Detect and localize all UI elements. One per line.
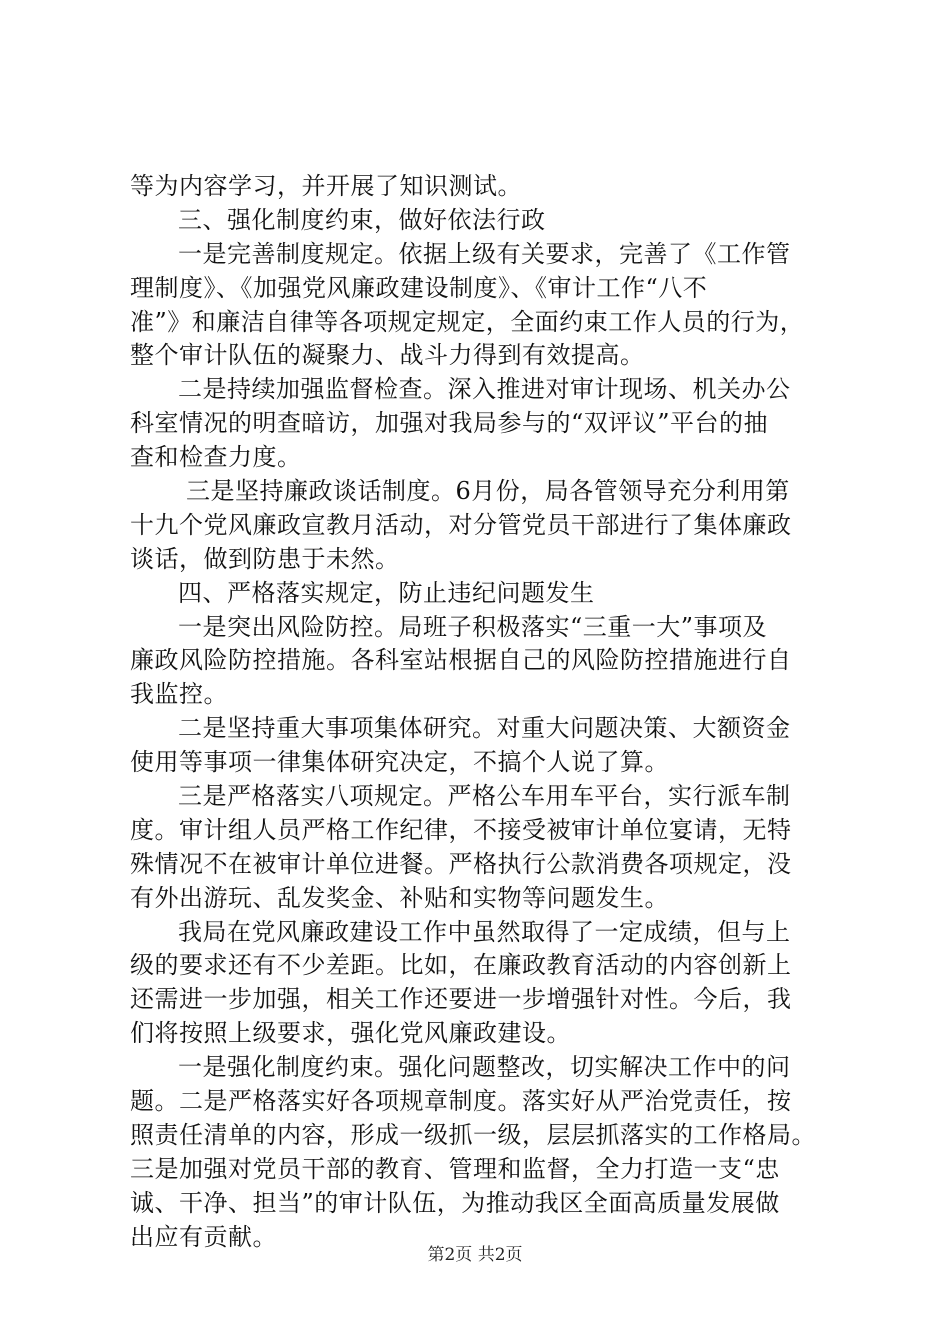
text-line: 一是完善制度规定。依据上级有关要求，完善了《工作管	[178, 239, 791, 268]
text-line: 四、严格落实规定，防止违纪问题发生	[178, 578, 595, 607]
text-line: 整个审计队伍的凝聚力、战斗力得到有效提高。	[130, 341, 645, 370]
text-line: 有外出游玩、乱发奖金、补贴和实物等问题发生。	[130, 883, 669, 912]
text-line: 一是突出风险防控。局班子积极落实“三重一大”事项及	[178, 612, 768, 641]
document-body	[130, 170, 830, 1255]
text-line: 二是持续加强监督检查。深入推进对审计现场、机关办公	[178, 375, 791, 404]
text-line: 三是严格落实八项规定。严格公车用车平台，实行派车制	[178, 782, 791, 811]
text-line: 三、强化制度约束，做好依法行政	[178, 205, 546, 234]
text-line: 科室情况的明查暗访，加强对我局参与的“双评议”平台的抽	[130, 409, 769, 438]
text-line: 诚、干净、担当”的审计队伍，为推动我区全面高质量发展做	[130, 1188, 780, 1217]
text-line: 谈话，做到防患于未然。	[130, 544, 400, 573]
text-line: 照责任清单的内容，形成一级抓一级，层层抓落实的工作格局。	[130, 1120, 816, 1149]
text-line: 题。二是严格落实好各项规章制度。落实好从严治党责任，按	[130, 1087, 792, 1116]
text-line: 出应有贡献。	[130, 1222, 277, 1251]
text-line: 准”》和廉洁自律等各项规定规定，全面约束工作人员的行为，	[130, 307, 805, 336]
text-line: 我局在党风廉政建设工作中虽然取得了一定成绩，但与上	[178, 917, 791, 946]
text-line: 我监控。	[130, 680, 228, 709]
text-line: 查和检查力度。	[130, 443, 302, 472]
text-line: 廉政风险防控措施。各科室站根据自己的风险防控措施进行自	[130, 646, 792, 675]
text-line: 等为内容学习，并开展了知识测试。	[130, 172, 522, 200]
page-footer: 第2页 共2页	[427, 1245, 523, 1265]
text-line: 们将按照上级要求，强化党风廉政建设。	[130, 1019, 571, 1048]
text-line: 三是坚持廉政谈话制度。6月份，局各管领导充分利用第	[186, 477, 790, 506]
text-line: 使用等事项一律集体研究决定，不搞个人说了算。	[130, 748, 669, 777]
text-line: 度。审计组人员严格工作纪律，不接受被审计单位宴请，无特	[130, 815, 792, 844]
text-line: 三是加强对党员干部的教育、管理和监督，全力打造一支“忠	[130, 1154, 780, 1183]
text-line: 级的要求还有不少差距。比如，在廉政教育活动的内容创新上	[130, 951, 792, 980]
text-line: 理制度》、《加强党风廉政建设制度》、《审计工作“八不	[130, 273, 708, 302]
text-line: 十九个党风廉政宣教月活动，对分管党员干部进行了集体廉政	[130, 510, 792, 539]
text-line: 还需进一步加强，相关工作还要进一步增强针对性。今后，我	[130, 985, 792, 1014]
text-line: 殊情况不在被审计单位进餐。严格执行公款消费各项规定，没	[130, 849, 792, 878]
text-line: 二是坚持重大事项集体研究。对重大问题决策、大额资金	[178, 714, 791, 743]
text-line: 一是强化制度约束。强化问题整改，切实解决工作中的问	[178, 1053, 791, 1082]
